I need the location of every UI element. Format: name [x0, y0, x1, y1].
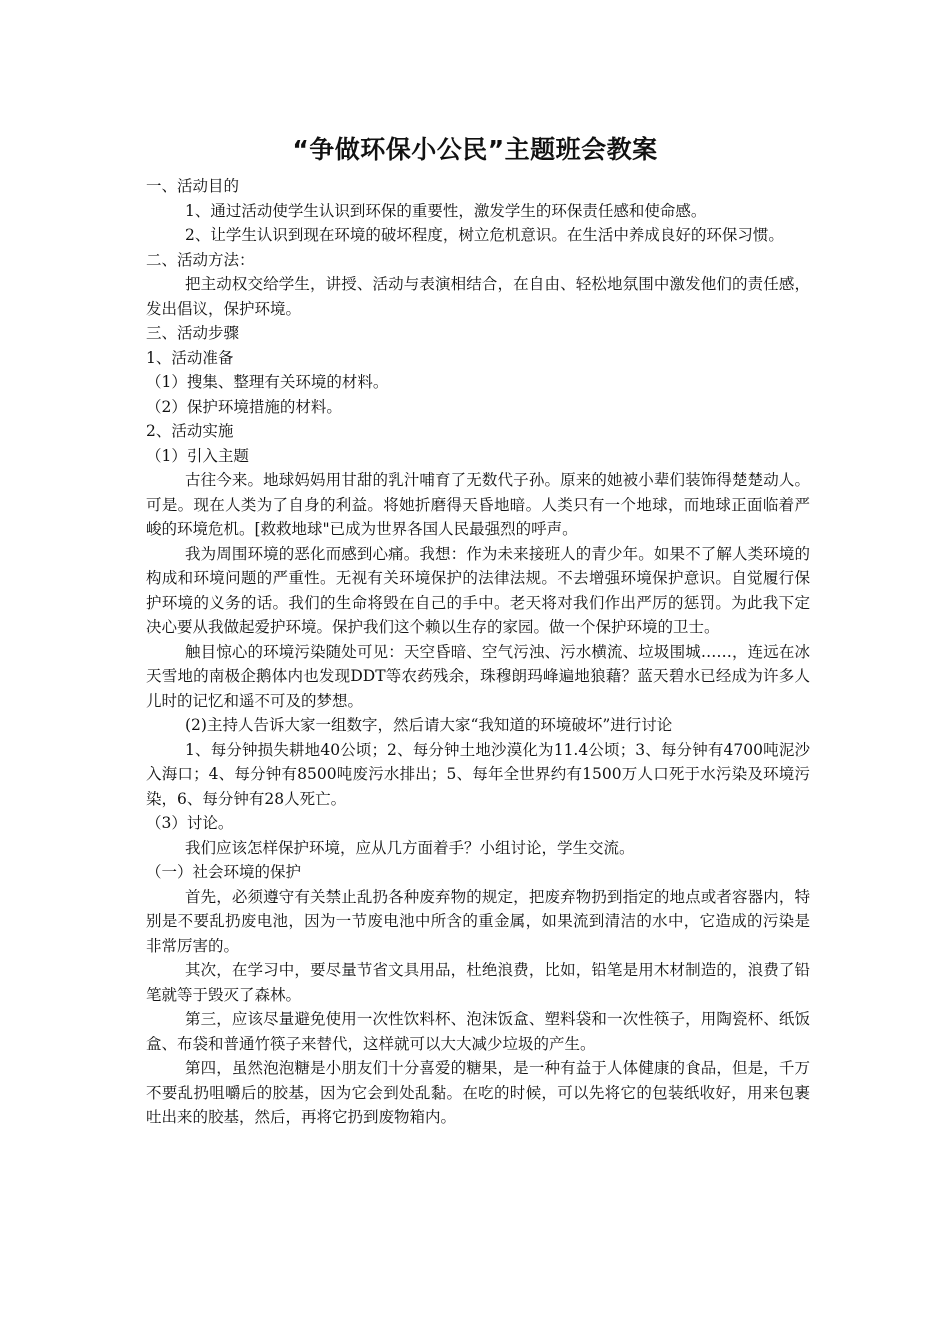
subsection-heading: （一）社会环境的保护 — [146, 863, 302, 881]
paragraph: 其次，在学习中，要尽量节省文具用品，杜绝浪费，比如，铅笔是用木材制造的，浪费了铅笔就等于毁灭了森林。 — [146, 961, 810, 1004]
paragraph: 2、让学生认识到现在环境的破坏程度，树立危机意识。在生活中养成良好的环保习惯。 — [185, 226, 784, 244]
paragraph: 触目惊心的环境污染随处可见：天空昏暗、空气污浊、污水横流、垃圾围城……，连远在冰天雪地的南极企鹅体内也发现DDT等农药残余，珠穆朗玛峰遍地狼藉？蓝天碧水已经成为许多人儿时的记忆和遥不可及的梦想。 — [146, 642, 810, 710]
section-heading: （1）搜集、整理有关环境的材料。 — [146, 373, 389, 391]
subsection-heading: （3）讨论。 — [146, 814, 234, 832]
paragraph: 首先，必须遵守有关禁止乱扔各种废弃物的规定，把废弃物扔到指定的地点或者容器内，特别是不要乱扔废电池，因为一节废电池中所含的重金属，如果流到清洁的水中，它造成的污染是非常厉害的。 — [146, 887, 810, 955]
paragraph: 第四，虽然泡泡糖是小朋友们十分喜爱的糖果，是一种有益于人体健康的食品，但是，千万不要乱扔咀嚼后的胶基，因为它会到处乱黏。在吃的时候，可以先将它的包装纸收好，用来包裹吐出来的胶基，然后，再将它扔到废物箱内。 — [146, 1059, 810, 1126]
document-title: “争做环保小公民”主题班会教案 — [292, 135, 658, 164]
section-heading: 二、活动方法： — [146, 250, 255, 269]
section-heading: 一、活动目的 — [146, 177, 240, 195]
paragraph: 古往今来。地球妈妈用甘甜的乳汁哺育了无数代子孙。原来的她被小辈们装饰得楚楚动人。可是。现在人类为了自身的利益。将她折磨得天昏地暗。人类只有一个地球，而地球正面临着严峻的环境危机。[救救地球"已成为世界各国人民最强烈的呼声。 — [146, 471, 810, 538]
paragraph: 第三，应该尽量避免使用一次性饮料杯、泡沫饭盒、塑料袋和一次性筷子，用陶瓷杯、纸饭盒、布袋和普通竹筷子来替代，这样就可以大大减少垃圾的产生。 — [146, 1010, 810, 1053]
paragraph: (2)主持人告诉大家一组数字，然后请大家“我知道的环境破坏”进行讨论 — [185, 716, 673, 734]
paragraph: 我们应该怎样保护环境，应从几方面着手？小组讨论，学生交流。 — [185, 838, 635, 857]
section-heading: （2）保护环境措施的材料。 — [146, 397, 342, 416]
paragraph: 把主动权交给学生，讲授、活动与表演相结合，在自由、轻松地氛围中激发他们的责任感，发出倡议，保护环境。 — [146, 275, 810, 318]
paragraph: 1、通过活动使学生认识到环保的重要性，激发学生的环保责任感和使命感。 — [185, 201, 707, 220]
section-heading: 三、活动步骤 — [146, 324, 240, 342]
paragraph: 1、每分钟损失耕地40公顷；2、每分钟土地沙漠化为11.4公顷；3、每分钟有4700吨泥沙入海口；4、每分钟有8500吨废污水排出；5、每年全世界约有1500万人口死于水污染及环境污染，6、每分钟有28人死亡。 — [146, 740, 810, 808]
paragraph: 我为周围环境的恶化而感到心痛。我想：作为未来接班人的青少年。如果不了解人类环境的构成和环境问题的严重性。无视有关环境保护的法律法规。不去增强环境保护意识。自觉履行保护环境的义务的话。我们的生命将毁在自己的手中。老天将对我们作出严厉的惩罚。为此我下定决心要从我做起爱护环境。保护我们这个赖以生存的家园。做一个保护环境的卫士。 — [146, 544, 810, 636]
document-body — [146, 174, 810, 1130]
subsection-heading: （1）引入主题 — [146, 446, 249, 465]
section-heading: 1、活动准备 — [146, 348, 234, 367]
section-heading: 2、活动实施 — [146, 422, 234, 440]
